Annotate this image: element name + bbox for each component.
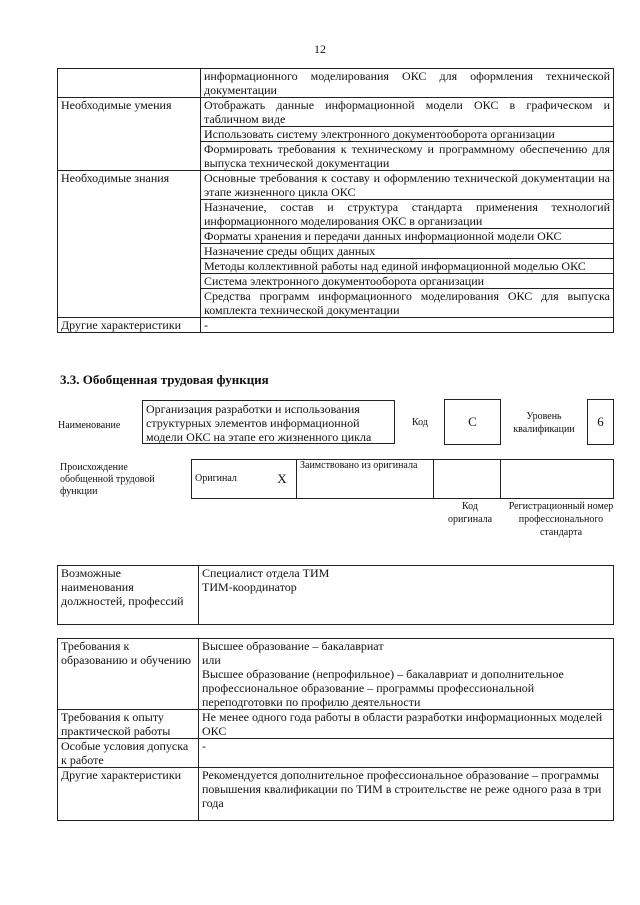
- table-cell: Использовать систему электронного документооборота организации: [201, 127, 614, 142]
- row-label: [58, 69, 201, 98]
- table-cell: информационного моделирования ОКС для оформления технической документации: [201, 69, 614, 98]
- positions-label: Возможные наименования должностей, профессий: [58, 566, 199, 625]
- origin-table: [191, 459, 614, 499]
- table-cell: Назначение, состав и структура стандарта применения технологий информационного моделирования ОКС в организации: [201, 200, 614, 229]
- table-cell: Назначение среды общих данных: [201, 244, 614, 259]
- code-original-cell: [434, 460, 501, 499]
- req-value-special: -: [199, 739, 614, 768]
- section-title: 3.3. Обобщенная трудовая функция: [60, 372, 269, 387]
- positions-values: [199, 566, 614, 625]
- original-mark: X: [268, 460, 297, 499]
- req-value-other: Рекомендуется дополнительное профессиональное образование – программы повышения квалификации по ТИМ в строительстве не реже одного раза в три года: [199, 768, 614, 821]
- origin-label: Происхождение обобщенной трудовой функции: [60, 462, 155, 497]
- req-label-other: Другие характеристики: [58, 768, 199, 821]
- level-label: Уровень квалификации: [513, 411, 575, 435]
- table-cell: Система электронного документооборота организации: [201, 274, 614, 289]
- knowledge-skills-table: [57, 68, 614, 333]
- req-line: или: [202, 653, 221, 667]
- req-label-education: Требования к образованию и обучению: [58, 639, 199, 710]
- row-label-other: Другие характеристики: [58, 318, 201, 333]
- original-label: Оригинал: [192, 460, 269, 499]
- table-cell: Форматы хранения и передачи данных информационной модели ОКС: [201, 229, 614, 244]
- level-value-box: 6: [587, 399, 614, 445]
- position-item: ТИМ-координатор: [202, 580, 297, 594]
- positions-table: [57, 565, 614, 625]
- borrowed-label: Заимствовано из оригинала: [297, 460, 434, 499]
- reg-number-cell: [501, 460, 614, 499]
- req-line: Высшее образование (непрофильное) – бакалавриат и дополнительное профессиональное образование – программы профессиональной переподготовки по профилю деятельности: [202, 667, 564, 709]
- requirements-table: [57, 638, 614, 821]
- name-label: Наименование: [58, 420, 121, 431]
- table-cell: Формировать требования к техническому и программному обеспечению для выпуска технической документации: [201, 142, 614, 171]
- row-label-skills: Необходимые умения: [58, 98, 201, 171]
- function-name-box: Организация разработки и использования структурных элементов информационной модели ОКС на этапе его жизненного цикла: [142, 400, 395, 444]
- table-cell: Основные требования к составу и оформлению технической документации на этапе жизненного цикла ОКС: [201, 171, 614, 200]
- row-label-knowledge: Необходимые знания: [58, 171, 201, 318]
- position-item: Специалист отдела ТИМ: [202, 566, 330, 580]
- table-cell: Методы коллективной работы над единой информационной моделью ОКС: [201, 259, 614, 274]
- req-value-education: [199, 639, 614, 710]
- req-line: Высшее образование – бакалавриат: [202, 639, 384, 653]
- req-value-experience: Не менее одного года работы в области разработки информационных моделей ОКС: [199, 710, 614, 739]
- table-cell: Отображать данные информационной модели ОКС в графическом и табличном виде: [201, 98, 614, 127]
- table-cell: Средства программ информационного моделирования ОКС для выпуска комплекта технической документации: [201, 289, 614, 318]
- code-original-label: Код оригинала: [447, 501, 493, 525]
- code-value-box: C: [444, 399, 501, 445]
- req-label-experience: Требования к опыту практической работы: [58, 710, 199, 739]
- reg-number-label: Регистрационный номер профессионального стандарта: [508, 501, 614, 538]
- code-label: Код: [412, 417, 428, 428]
- req-label-special: Особые условия допуска к работе: [58, 739, 199, 768]
- table-cell: -: [201, 318, 614, 333]
- page-number: 12: [314, 42, 326, 56]
